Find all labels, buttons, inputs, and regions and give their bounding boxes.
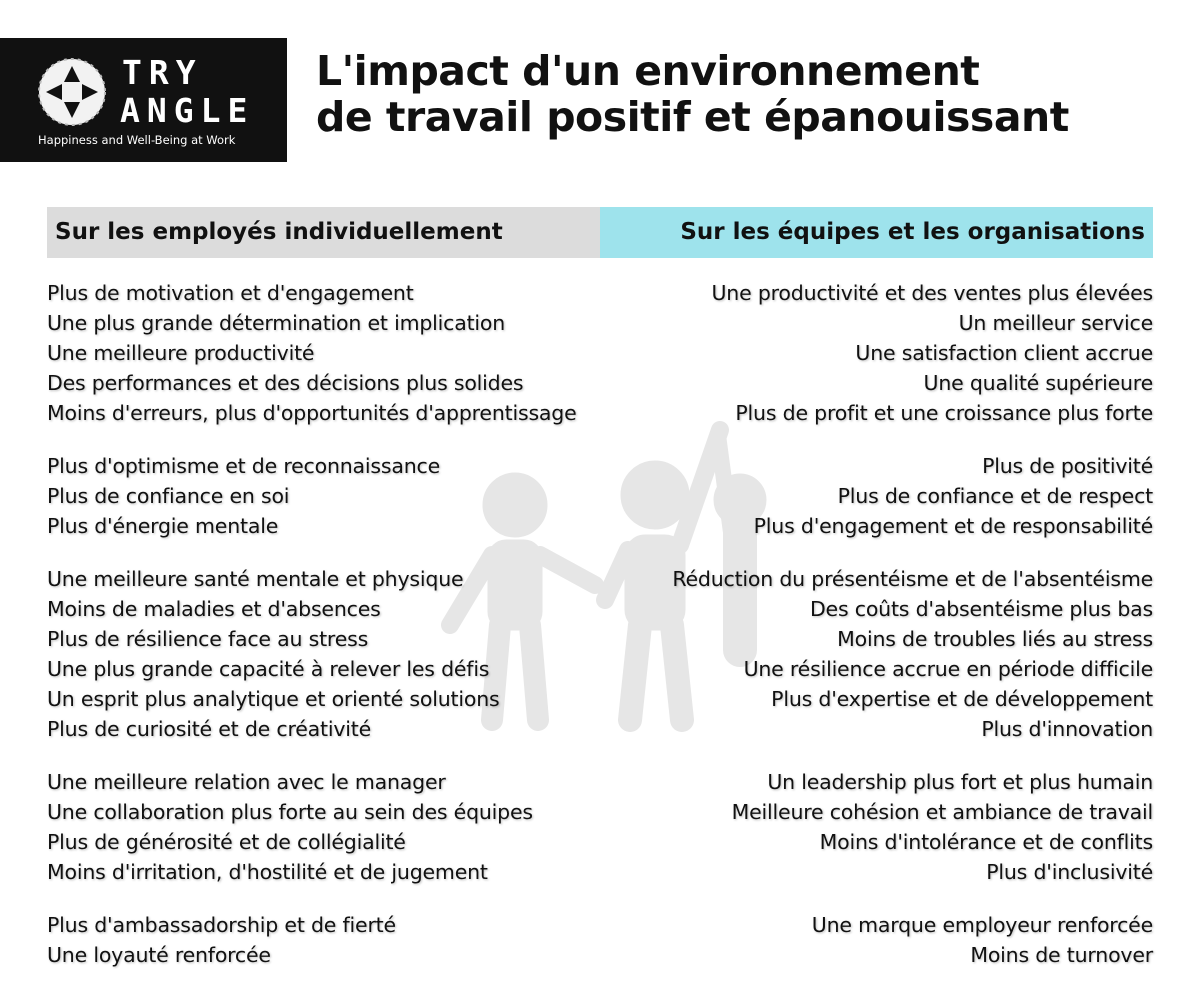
list-item: Plus de positivité (982, 454, 1153, 478)
list-item: Moins de maladies et d'absences (47, 597, 381, 621)
list-item: Une meilleure relation avec le manager (47, 770, 446, 794)
list-item: Plus d'énergie mentale (47, 514, 279, 538)
list-item: Une plus grande capacité à relever les défis (47, 657, 490, 681)
right-group-3 (583, 564, 1153, 744)
right-group-1 (583, 278, 1153, 428)
left-column (47, 278, 617, 993)
list-item: Plus de générosité et de collégialité (47, 830, 406, 854)
list-item: Plus de curiosité et de créativité (47, 717, 372, 741)
list-item: Un leadership plus fort et plus humain (767, 770, 1153, 794)
list-item: Moins d'irritation, d'hostilité et de jugement (47, 860, 488, 884)
right-group-5 (583, 910, 1153, 970)
logo-tagline: Happiness and Well-Being at Work (38, 133, 236, 147)
list-item: Meilleure cohésion et ambiance de travail (731, 800, 1153, 824)
page-title (316, 48, 1069, 140)
left-group-3 (47, 564, 617, 744)
right-group-4 (583, 767, 1153, 887)
list-item: Plus d'optimisme et de reconnaissance (47, 454, 440, 478)
list-item: Une meilleure productivité (47, 341, 315, 365)
title-line-1: L'impact d'un environnement (316, 47, 980, 95)
list-item: Une collaboration plus forte au sein des équipes (47, 800, 533, 824)
list-item: Une qualité supérieure (923, 371, 1153, 395)
left-group-4 (47, 767, 617, 887)
left-group-5 (47, 910, 617, 970)
list-item: Plus d'innovation (981, 717, 1153, 741)
list-item: Une meilleure santé mentale et physique (47, 567, 464, 591)
right-group-2 (583, 451, 1153, 541)
list-item: Une satisfaction client accrue (855, 341, 1153, 365)
logo-word-top: TRY (122, 53, 203, 92)
list-item: Des performances et des décisions plus solides (47, 371, 524, 395)
list-item: Une loyauté renforcée (47, 943, 271, 967)
list-item: Un esprit plus analytique et orienté solutions (47, 687, 500, 711)
list-item: Moins de troubles liés au stress (837, 627, 1153, 651)
list-item: Des coûts d'absentéisme plus bas (809, 597, 1153, 621)
list-item: Plus de profit et une croissance plus forte (735, 401, 1153, 425)
brand-logo (0, 38, 287, 162)
list-item: Un meilleur service (958, 311, 1153, 335)
left-column-header: Sur les employés individuellement (47, 207, 600, 258)
title-line-2: de travail positif et épanouissant (316, 93, 1069, 141)
list-item: Une plus grande détermination et implication (47, 311, 506, 335)
list-item: Moins d'intolérance et de conflits (819, 830, 1153, 854)
list-item: Réduction du présentéisme et de l'absentéisme (672, 567, 1153, 591)
list-item: Plus de motivation et d'engagement (47, 281, 414, 305)
list-item: Moins d'erreurs, plus d'opportunités d'apprentissage (47, 401, 577, 425)
list-item: Plus de confiance en soi (47, 484, 290, 508)
list-item: Plus d'ambassadorship et de fierté (47, 913, 396, 937)
left-group-2 (47, 451, 617, 541)
list-item: Plus de confiance et de respect (837, 484, 1153, 508)
list-item: Une productivité et des ventes plus élevées (711, 281, 1153, 305)
right-column-header: Sur les équipes et les organisations (600, 207, 1153, 258)
list-item: Plus d'inclusivité (986, 860, 1153, 884)
left-group-1 (47, 278, 617, 428)
list-item: Une marque employeur renforcée (811, 913, 1153, 937)
compass-icon (36, 56, 108, 128)
list-item: Plus d'expertise et de développement (771, 687, 1153, 711)
list-item: Moins de turnover (970, 943, 1153, 967)
list-item: Plus d'engagement et de responsabilité (753, 514, 1153, 538)
list-item: Plus de résilience face au stress (47, 627, 369, 651)
right-column (583, 278, 1153, 993)
list-item: Une résilience accrue en période difficile (743, 657, 1153, 681)
logo-word-bottom: ANGLE (120, 91, 255, 130)
